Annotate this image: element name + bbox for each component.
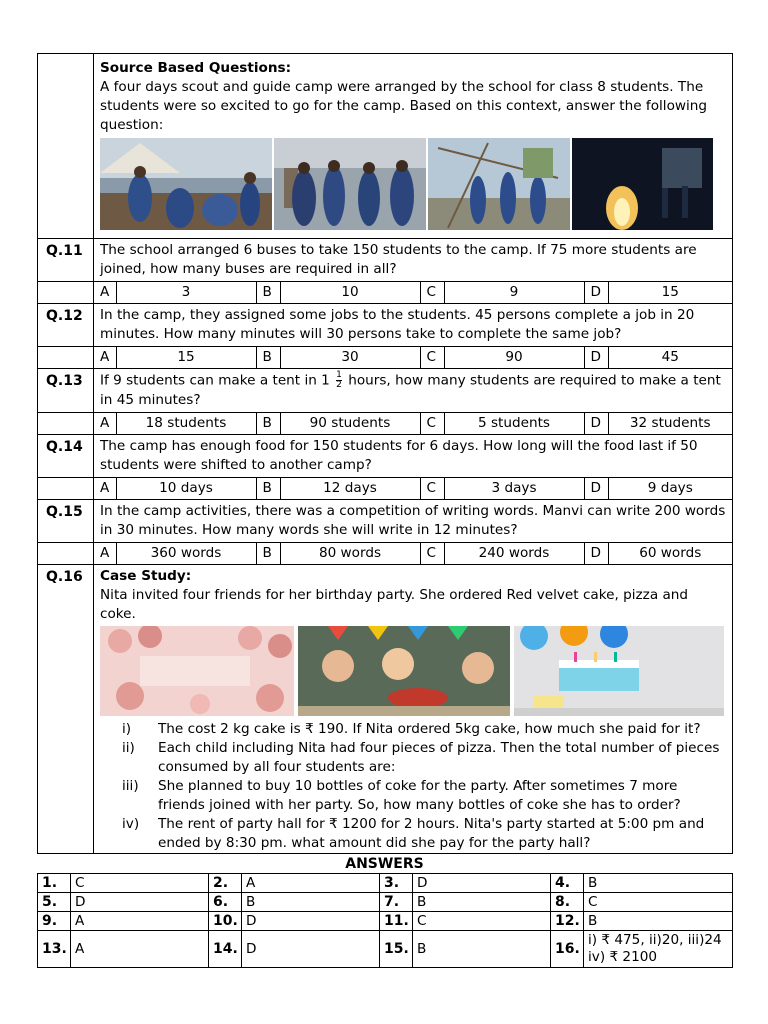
source-text: A four days scout and guide camp were arranged by the school for class 8 students. The students were so excited to go for the camp. Based on this context, answer the following question: bbox=[100, 79, 708, 133]
option-value: 5 students bbox=[444, 413, 584, 434]
option-label: B bbox=[256, 543, 280, 564]
option-label: A bbox=[94, 543, 116, 564]
answers-row bbox=[38, 911, 733, 930]
fraction-numerator: 1 bbox=[336, 370, 342, 380]
source-row bbox=[38, 54, 733, 239]
answer-number: 16. bbox=[551, 930, 584, 967]
answer-number: 7. bbox=[380, 892, 413, 911]
sub-question-label: ii) bbox=[122, 739, 135, 756]
answer-value: i) ₹ 475, ii)20, iii)24 iv) ₹ 2100 bbox=[584, 930, 733, 967]
option-label: A bbox=[94, 282, 116, 303]
question-text-part: hours, how many students are required to make a tent in 45 minutes? bbox=[100, 372, 721, 408]
option-value: 45 bbox=[661, 349, 679, 365]
answer-number: 11. bbox=[380, 911, 413, 930]
option-label: A bbox=[94, 413, 116, 434]
question-number: Q.12 bbox=[38, 304, 94, 347]
question-text: In the camp, they assigned some jobs to the students. 45 persons complete a job in 20 minutes. How many minutes will 30 persons take to complete the same job? bbox=[94, 304, 733, 347]
answer-value: B bbox=[584, 911, 733, 930]
source-num-cell bbox=[38, 54, 94, 239]
sub-question bbox=[100, 815, 726, 853]
option-label: D bbox=[584, 347, 608, 368]
option-value: 3 bbox=[116, 282, 256, 303]
answer-value: D bbox=[71, 892, 209, 911]
option-value: 90 students bbox=[280, 413, 420, 434]
case-study-title: Case Study: bbox=[100, 567, 192, 584]
questions-table bbox=[37, 53, 733, 854]
option-label: D bbox=[584, 478, 608, 499]
answer-value: D bbox=[413, 873, 551, 892]
question-row-15 bbox=[38, 499, 733, 542]
answer-value: B bbox=[413, 892, 551, 911]
question-text-part: If 9 students can make a tent in 1 bbox=[100, 372, 330, 389]
option-value: 60 words bbox=[639, 544, 702, 561]
question-text: In the camp activities, there was a competition of writing words. Manvi can write 200 words in 30 minutes. How many words she will write in 12 minutes? bbox=[94, 499, 733, 542]
option-label: D bbox=[584, 282, 608, 303]
option-value: 240 words bbox=[444, 543, 584, 564]
option-label: A bbox=[94, 478, 116, 499]
question-text bbox=[94, 369, 733, 413]
option-label: D bbox=[584, 413, 608, 434]
option-label: A bbox=[94, 347, 116, 368]
option-value: 3 days bbox=[444, 478, 584, 499]
party-photo-kids bbox=[298, 626, 510, 718]
options-row-13 bbox=[38, 412, 733, 434]
sub-question-text: The rent of party hall for ₹ 1200 for 2 hours. Nita's party started at 5:00 pm and ended by 8:30 pm. what amount did she pay for the party hall? bbox=[158, 815, 705, 851]
worksheet bbox=[37, 53, 732, 968]
option-value: 90 bbox=[444, 347, 584, 368]
sub-question-label: iv) bbox=[122, 815, 140, 832]
source-title: Source Based Questions: bbox=[100, 60, 292, 76]
answer-value: D bbox=[242, 930, 380, 967]
question-row-16 bbox=[38, 564, 733, 853]
sub-question bbox=[100, 777, 726, 815]
question-number: Q.13 bbox=[38, 369, 94, 413]
option-label: B bbox=[256, 413, 280, 434]
answer-value: A bbox=[71, 911, 209, 930]
option-label: C bbox=[420, 478, 444, 499]
question-number: Q.11 bbox=[38, 239, 94, 282]
question-number: Q.14 bbox=[38, 434, 94, 477]
party-photos bbox=[100, 626, 726, 718]
party-photo-balloons bbox=[100, 626, 294, 718]
answer-number: 9. bbox=[38, 911, 71, 930]
fraction-denominator: 2 bbox=[336, 380, 342, 390]
question-row-12 bbox=[38, 304, 733, 347]
question-number: Q.15 bbox=[38, 499, 94, 542]
question-row-13 bbox=[38, 369, 733, 413]
options-row-15 bbox=[38, 542, 733, 564]
answer-value: D bbox=[242, 911, 380, 930]
answer-value: C bbox=[71, 873, 209, 892]
answers-table bbox=[37, 873, 733, 968]
answer-number: 8. bbox=[551, 892, 584, 911]
answer-value: A bbox=[242, 873, 380, 892]
camp-photo-tent bbox=[100, 138, 272, 230]
answer-number: 2. bbox=[209, 873, 242, 892]
option-value: 80 words bbox=[280, 543, 420, 564]
sub-question-label: i) bbox=[122, 720, 132, 737]
question-row-14 bbox=[38, 434, 733, 477]
option-label: B bbox=[256, 478, 280, 499]
options-row-12 bbox=[38, 347, 733, 369]
fraction bbox=[336, 371, 342, 390]
sub-question-label: iii) bbox=[122, 777, 139, 794]
answer-value: B bbox=[413, 930, 551, 967]
answer-value: B bbox=[242, 892, 380, 911]
answer-number: 12. bbox=[551, 911, 584, 930]
answer-number: 1. bbox=[38, 873, 71, 892]
option-label: C bbox=[420, 413, 444, 434]
answer-number: 10. bbox=[209, 911, 242, 930]
party-photo-cake bbox=[514, 626, 724, 718]
answers-row bbox=[38, 892, 733, 911]
option-label: D bbox=[584, 543, 608, 564]
question-text: The school arranged 6 buses to take 150 students to the camp. If 75 more students are joined, how many buses are required in all? bbox=[94, 239, 733, 282]
sub-question-text: Each child including Nita had four pieces of pizza. Then the total number of pieces consumed by all four students are: bbox=[158, 739, 720, 775]
option-value: 10 bbox=[280, 282, 420, 303]
answer-number: 13. bbox=[38, 930, 71, 967]
sub-question-text: She planned to buy 10 bottles of coke for the party. After sometimes 7 more friends joined with her party. So, how many bottles of coke she has to order? bbox=[158, 777, 681, 813]
option-label: B bbox=[256, 282, 280, 303]
answer-value: C bbox=[413, 911, 551, 930]
question-text: The camp has enough food for 150 students for 6 days. How long will the food last if 50 students were shifted to another camp? bbox=[94, 434, 733, 477]
answer-number: 3. bbox=[380, 873, 413, 892]
sub-question bbox=[100, 720, 726, 739]
answer-value: C bbox=[584, 892, 733, 911]
option-value: 30 bbox=[280, 347, 420, 368]
answers-heading: ANSWERS bbox=[345, 855, 424, 872]
answer-number: 4. bbox=[551, 873, 584, 892]
answers-row bbox=[38, 873, 733, 892]
option-value: 9 bbox=[444, 282, 584, 303]
option-value: 18 students bbox=[116, 413, 256, 434]
option-label: C bbox=[420, 543, 444, 564]
option-value: 9 days bbox=[647, 479, 693, 496]
sub-question bbox=[100, 739, 726, 777]
case-study-cell bbox=[94, 564, 733, 853]
sub-question-text: The cost 2 kg cake is ₹ 190. If Nita ordered 5kg cake, how much she paid for it? bbox=[158, 720, 701, 737]
options-row-14 bbox=[38, 477, 733, 499]
question-number: Q.16 bbox=[38, 564, 94, 853]
options-row-11 bbox=[38, 282, 733, 304]
answer-number: 6. bbox=[209, 892, 242, 911]
source-cell bbox=[94, 54, 733, 239]
option-value: 15 bbox=[661, 284, 679, 300]
option-value: 360 words bbox=[116, 543, 256, 564]
answer-number: 15. bbox=[380, 930, 413, 967]
camp-photo-scouts bbox=[274, 138, 426, 230]
option-label: C bbox=[420, 282, 444, 303]
answer-number: 5. bbox=[38, 892, 71, 911]
answer-value: A bbox=[71, 930, 209, 967]
answers-row bbox=[38, 930, 733, 967]
question-row-11 bbox=[38, 239, 733, 282]
option-value: 15 bbox=[116, 347, 256, 368]
option-value: 12 days bbox=[280, 478, 420, 499]
option-value: 10 days bbox=[116, 478, 256, 499]
answer-value: B bbox=[584, 873, 733, 892]
camp-photos bbox=[100, 138, 726, 230]
option-label: B bbox=[256, 347, 280, 368]
camp-photo-ropes bbox=[428, 138, 570, 230]
option-value: 32 students bbox=[629, 414, 711, 431]
option-label: C bbox=[420, 347, 444, 368]
camp-photo-bonfire bbox=[572, 138, 713, 230]
answer-number: 14. bbox=[209, 930, 242, 967]
case-study-text: Nita invited four friends for her birthday party. She ordered Red velvet cake, pizza and coke. bbox=[100, 586, 689, 622]
